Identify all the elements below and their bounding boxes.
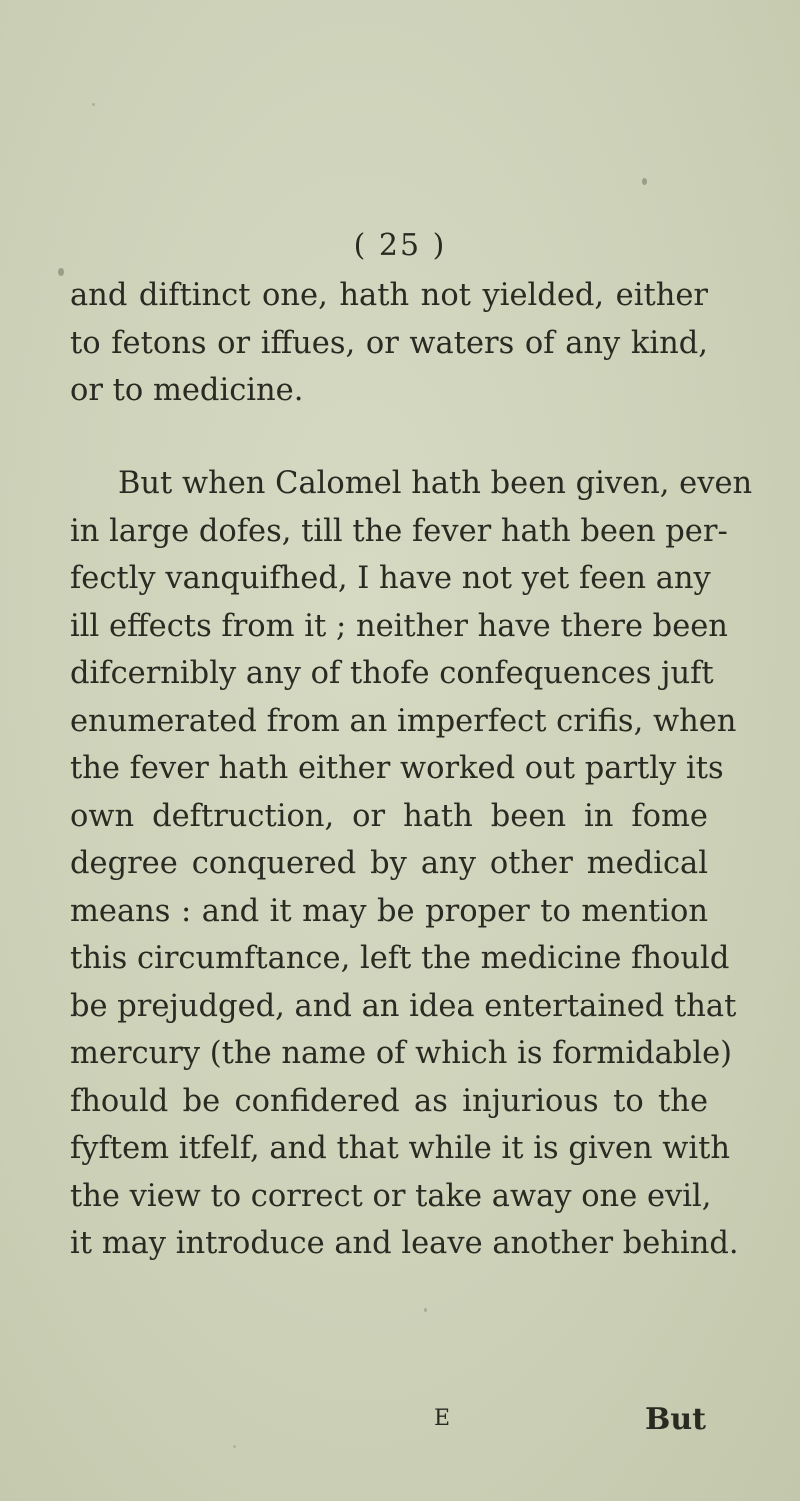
- text-line: fyftem itfelf, and that while it is given with: [70, 1131, 730, 1166]
- text-line: degree conquered by any other medical: [70, 846, 708, 881]
- paper-speck: [424, 1308, 427, 1312]
- catchword: But: [644, 1402, 706, 1437]
- text-line: ill effects from it ; neither have there been: [70, 608, 728, 644]
- paragraph-1: [70, 272, 708, 415]
- text-line: or to medicine.: [70, 373, 304, 408]
- paper-speck: [642, 178, 647, 185]
- text-line: own deftruction, or hath been in fome: [70, 798, 708, 834]
- signature-mark: E: [434, 1406, 451, 1431]
- text-line: to fetons or iffues, or waters of any kind,: [70, 325, 708, 361]
- text-line: the view to correct or take away one evil,: [70, 1178, 712, 1214]
- text-line: this circumftance, left the medicine fhould: [70, 941, 730, 976]
- text-line: in large dofes, till the fever hath been per-: [70, 513, 728, 549]
- text-line: be prejudged, and an idea entertained that: [70, 988, 737, 1024]
- page-number-header: ( 25 ): [353, 228, 447, 263]
- text-line: enumerated from an imperfect crifis, when: [70, 703, 737, 739]
- text-line: But when Calomel hath been given, even: [118, 466, 753, 501]
- text-line: fectly vanquifhed, I have not yet feen any: [70, 561, 711, 596]
- paper-speck: [92, 103, 95, 106]
- paper-speck: [58, 268, 64, 276]
- text-line: mercury (the name of which is formidable): [70, 1036, 733, 1071]
- text-line: fhould be confidered as injurious to the: [70, 1083, 708, 1119]
- paragraph-2: [70, 460, 753, 1268]
- text-line: and diftinct one, hath not yielded, either: [70, 278, 708, 313]
- text-line: difcernibly any of thofe confequences juft: [70, 656, 714, 691]
- paper-speck: [233, 1445, 236, 1448]
- text-line: it may introduce and leave another behind.: [70, 1226, 739, 1261]
- text-line: means : and it may be proper to mention: [70, 893, 708, 929]
- text-line: the fever hath either worked out partly its: [70, 751, 724, 786]
